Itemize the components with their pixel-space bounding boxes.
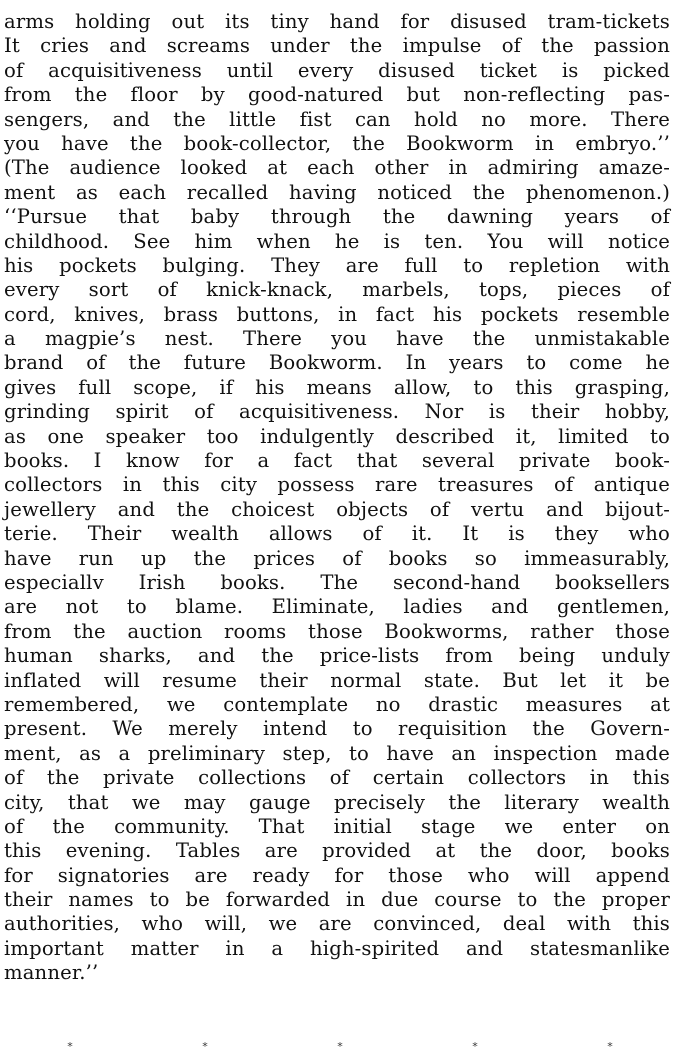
text-line: their names to be forwarded in due course to the proper (4, 888, 670, 912)
text-line: ment as each recalled having noticed the phenomenon.) (4, 180, 670, 204)
body-text (4, 10, 670, 986)
text-line: It cries and screams under the impulse of the passion (4, 34, 670, 58)
asterisk-icon: * (472, 1040, 478, 1053)
text-line: this evening. Tables are provided at the door, books (4, 839, 670, 863)
text-line: gives full scope, if his means allow, to this grasping, (4, 375, 670, 399)
text-line: grinding spirit of acquisitiveness. Nor is their hobby, (4, 400, 670, 424)
text-line: remembered, we contemplate no drastic measures at (4, 692, 670, 716)
text-line: from the auction rooms those Bookworms, rather those (4, 619, 670, 643)
text-line: as one speaker too indulgently described it, limited to (4, 424, 670, 448)
text-line: (The audience looked at each other in admiring amaze- (4, 156, 670, 180)
text-line: childhood. See him when he is ten. You will notice (4, 229, 670, 253)
text-line: you have the book-collector, the Bookworm in embryo.’’ (4, 131, 670, 155)
text-line: every sort of knick-knack, marbels, tops, pieces of (4, 278, 670, 302)
text-line: ‘‘Pursue that baby through the dawning years of (4, 205, 670, 229)
text-line: present. We merely intend to requisition the Govern- (4, 717, 670, 741)
text-line: human sharks, and the price-lists from being unduly (4, 644, 670, 668)
text-line-last: manner.’’ (4, 961, 99, 985)
text-line: especiallv Irish books. The second-hand booksellers (4, 570, 670, 594)
asterisk-icon: * (202, 1040, 208, 1053)
asterisk-icon: * (337, 1040, 343, 1053)
text-line: books. I know for a fact that several private book- (4, 449, 670, 473)
text-line: terie. Their wealth allows of it. It is they who (4, 522, 670, 546)
text-line: jewellery and the choicest objects of vertu and bijout- (4, 497, 670, 521)
text-line: city, that we may gauge precisely the literary wealth (4, 790, 670, 814)
text-line: of acquisitiveness until every disused ticket is picked (4, 58, 670, 82)
text-line: of the community. That initial stage we enter on (4, 814, 670, 838)
text-line: from the floor by good-natured but non-reflecting pas- (4, 83, 670, 107)
text-line: are not to blame. Eliminate, ladies and gentlemen, (4, 595, 670, 619)
text-line: a magpie’s nest. There you have the unmistakable (4, 327, 670, 351)
text-line: brand of the future Bookworm. In years to come he (4, 351, 670, 375)
text-line: of the private collections of certain collectors in this (4, 766, 670, 790)
text-line: collectors in this city possess rare treasures of antique (4, 473, 670, 497)
text-line: his pockets bulging. They are full to repletion with (4, 253, 670, 277)
text-line: important matter in a high-spirited and statesmanlike (4, 936, 670, 960)
text-line: have run up the prices of books so immeasurably, (4, 546, 670, 570)
text-line: sengers, and the little fist can hold no more. There (4, 107, 670, 131)
text-line: arms holding out its tiny hand for disused tram-tickets (4, 10, 670, 33)
text-line: inflated will resume their normal state. But let it be (4, 668, 670, 692)
text-line: ment, as a preliminary step, to have an inspection made (4, 741, 670, 765)
text-line: for signatories are ready for those who will append (4, 863, 670, 887)
asterisk-icon: * (67, 1040, 73, 1053)
text-line: authorities, who will, we are convinced, deal with this (4, 912, 670, 936)
document-page (4, 10, 670, 986)
asterisk-icon: * (607, 1040, 613, 1053)
text-line: cord, knives, brass buttons, in fact his pockets resemble (4, 302, 670, 326)
section-separator (60, 1040, 620, 1058)
